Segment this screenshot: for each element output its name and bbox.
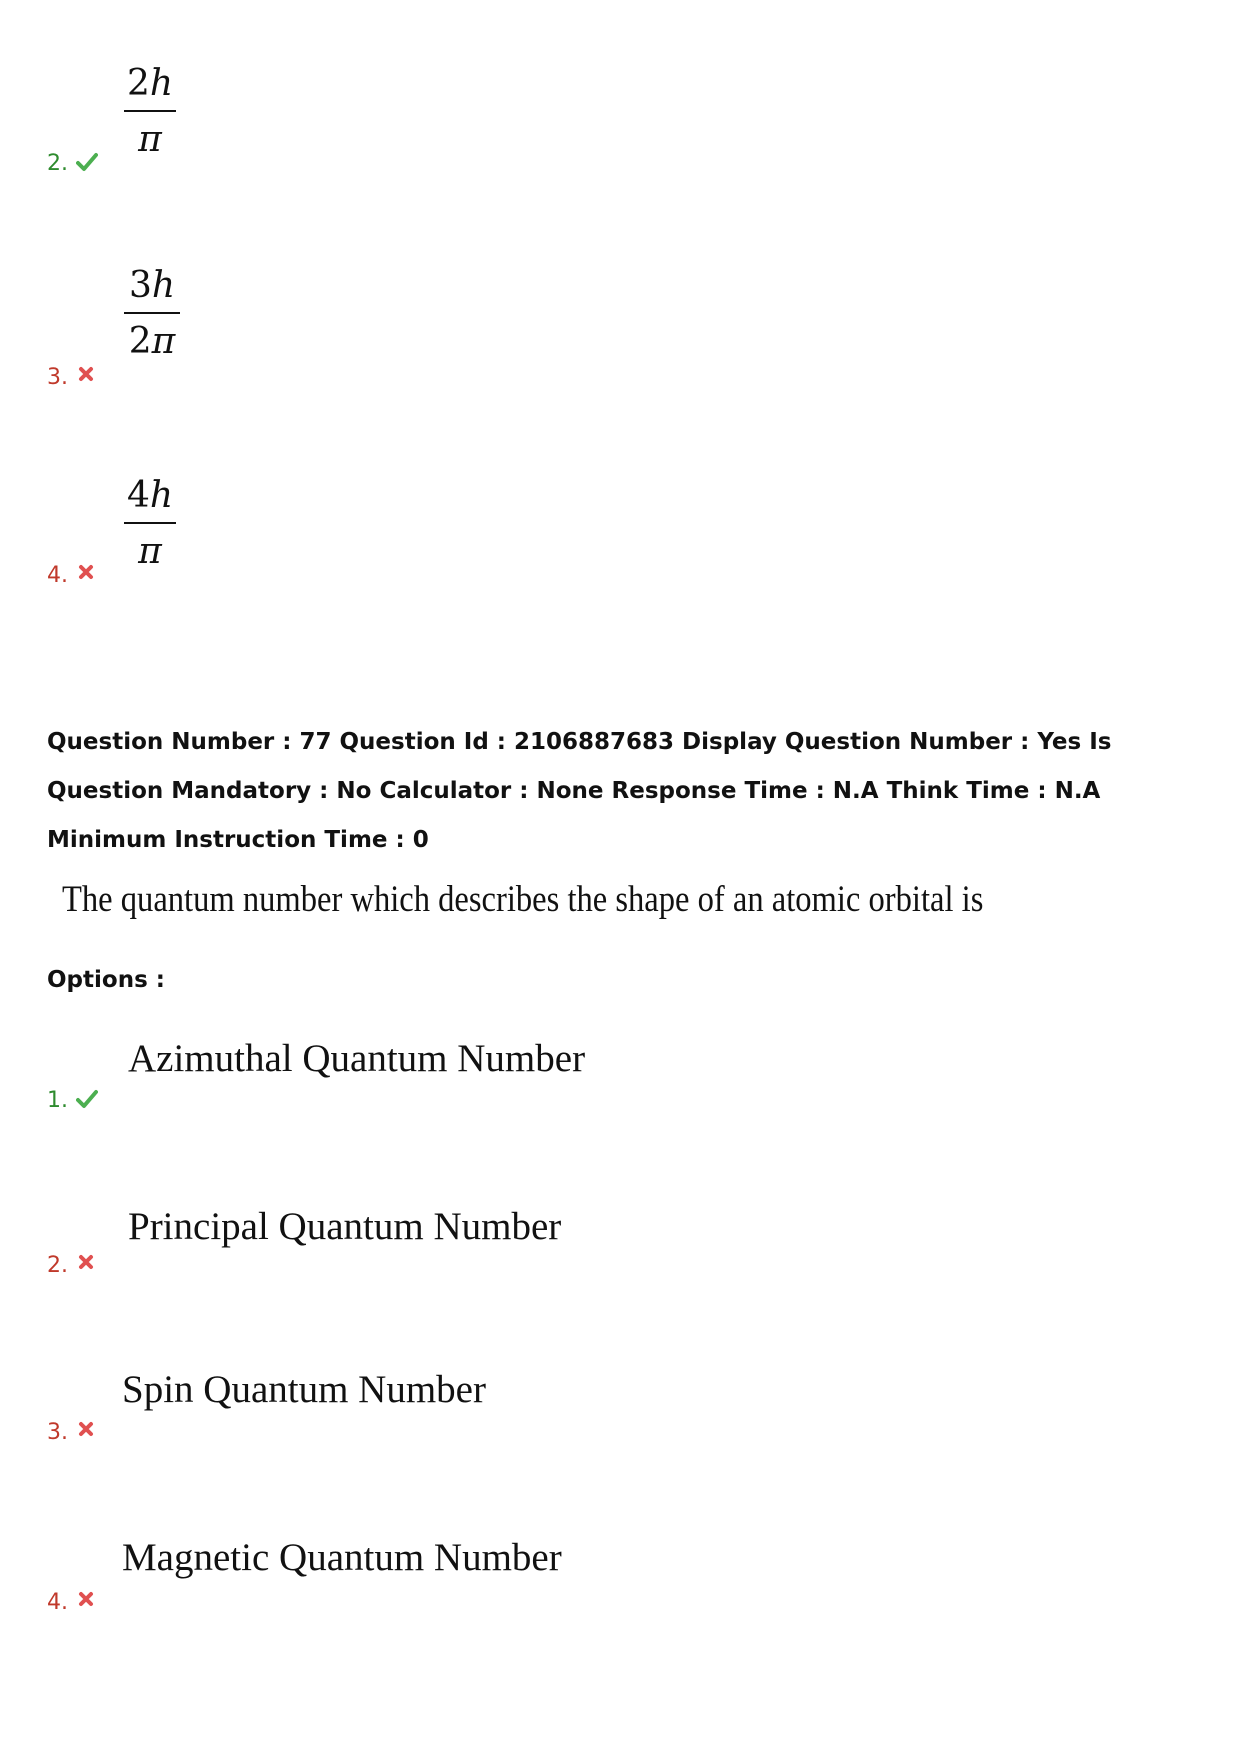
check-icon: [76, 152, 98, 172]
fraction-3h-over-2pi: 3h 2π: [124, 264, 180, 364]
question-metadata: Question Number : 77 Question Id : 2106887683 Display Question Number : Yes Is Question Mandatory : No Calculator : None Response Time : N.A Think Time : N.A Minimum Instruction Time : 0: [47, 729, 1112, 853]
option-text: Principal Quantum Number: [128, 1205, 562, 1248]
option-number: 4.: [47, 1590, 68, 1615]
option-number: 2.: [47, 1253, 68, 1278]
option-number: 3.: [47, 1420, 68, 1445]
options-label: Options :: [47, 967, 165, 993]
cross-icon: [78, 1254, 94, 1270]
option-text: Azimuthal Quantum Number: [128, 1037, 586, 1080]
option-text: Spin Quantum Number: [122, 1368, 486, 1411]
cross-icon: [78, 564, 94, 580]
option-number: 3.: [47, 365, 68, 390]
check-icon: [76, 1089, 98, 1109]
cross-icon: [78, 366, 94, 382]
option-number: 2.: [47, 151, 68, 176]
fraction-2h-over-pi: 2h π: [124, 62, 176, 162]
cross-icon: [78, 1591, 94, 1607]
fraction-4h-over-pi: 4h π: [124, 474, 176, 574]
cross-icon: [78, 1421, 94, 1437]
option-number: 1.: [47, 1088, 68, 1113]
option-text: Magnetic Quantum Number: [122, 1536, 562, 1579]
question-text: The quantum number which describes the shape of an atomic orbital is: [62, 879, 984, 920]
option-number: 4.: [47, 563, 68, 588]
